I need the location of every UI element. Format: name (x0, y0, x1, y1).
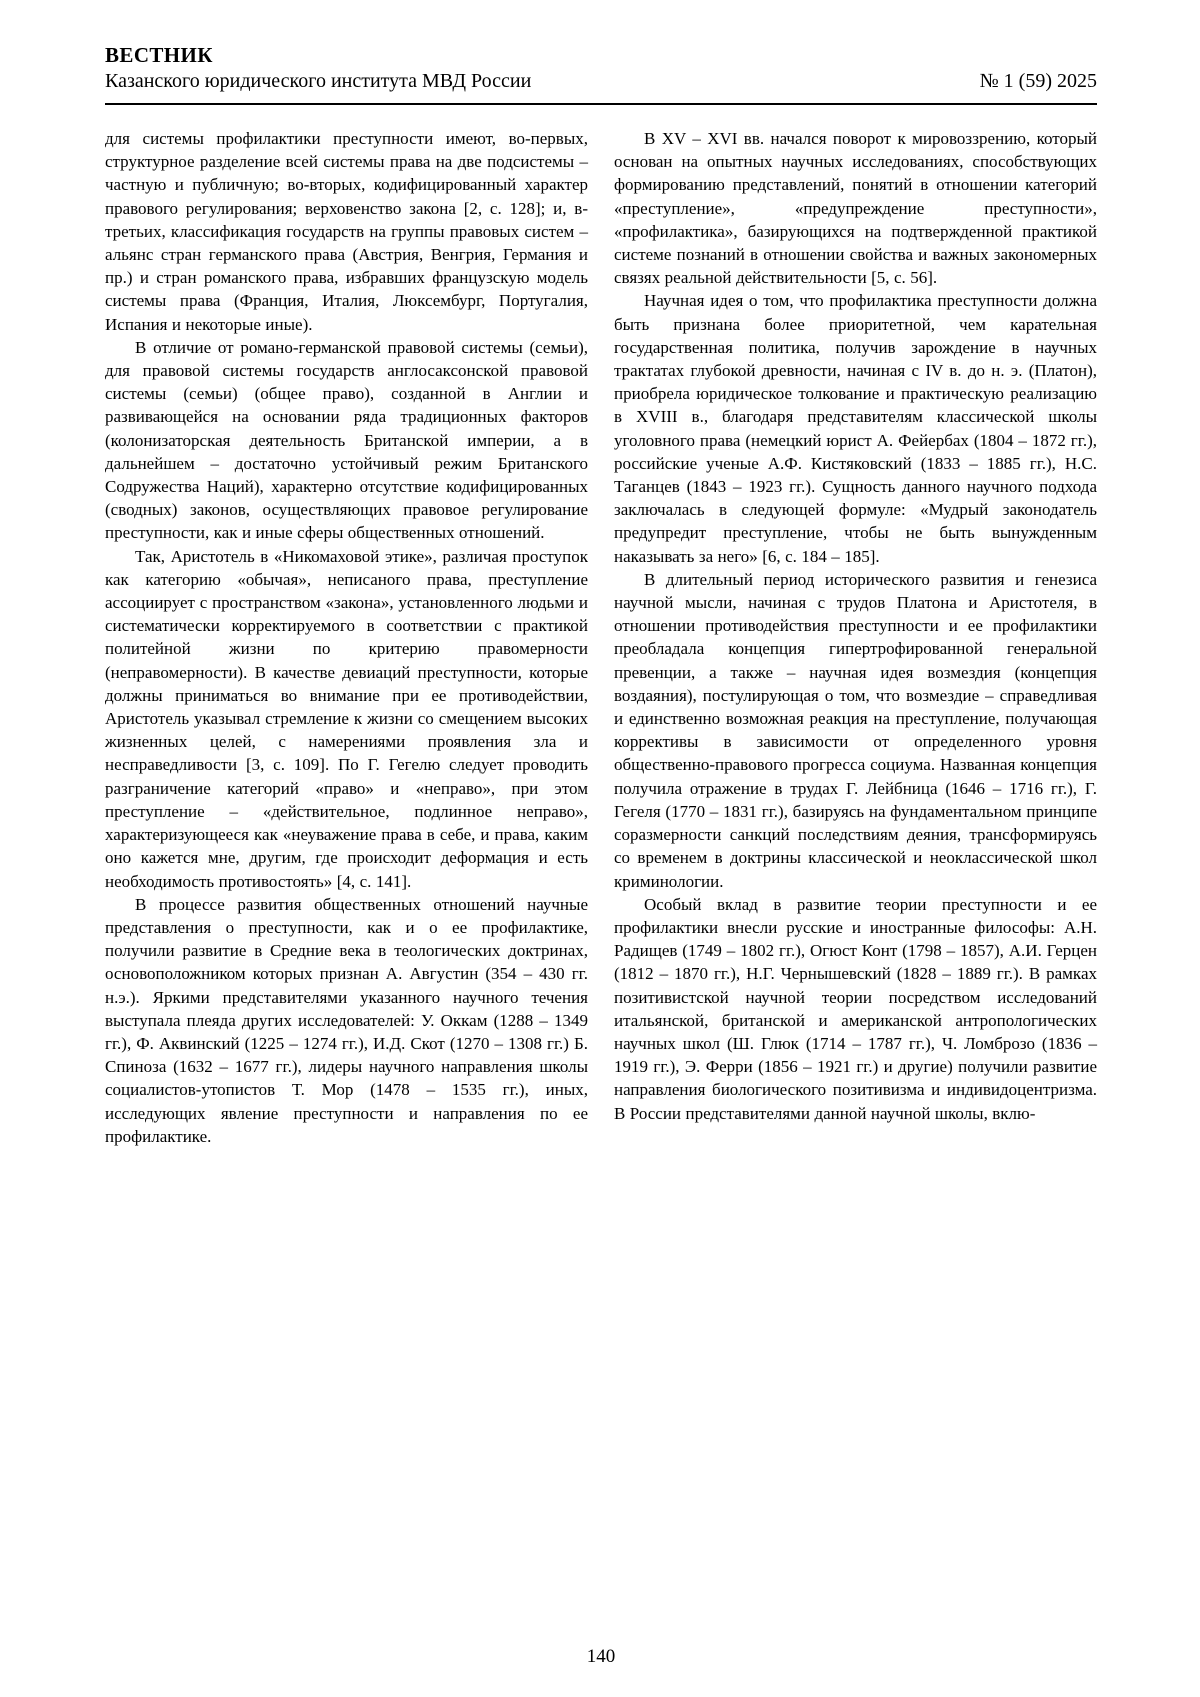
paragraph: В XV – XVI вв. начался поворот к мировоззрению, который основан на опытных научных исследованиях, способствующих формированию представлений, понятий в отношении категорий «преступление», «предупреждение преступности», «профилактика», базирующихся на подтвержденной практикой системе познаний в отношении свойства и важных закономерных связях реальной действительности [5, с. 56]. (614, 129, 1097, 288)
journal-title-block (105, 42, 531, 94)
header-row (105, 42, 1097, 94)
article-body (105, 127, 1097, 1148)
journal-name: ВЕСТНИК (105, 43, 213, 67)
header-rule (105, 103, 1097, 105)
paragraph: Так, Аристотель в «Никомаховой этике», различая проступок как категорию «обычая», неписаного права, преступление ассоциирует с пространством «закона», установленного людьми и систематически корректируемого в соответствии с практикой политейной жизни по критерию правомерности (неправомерности). В качестве девиаций преступности, которые должны приниматься во внимание при ее противодействии, Аристотель указывал стремление к жизни со смещением высоких жизненных целей, с намерениями проявления зла и несправедливости [3, с. 109]. По Г. Гегелю следует проводить разграничение категорий «право» и «неправо», при этом преступление – «действительное, подлинное неправо», характеризующееся как «неуважение права в себе, и права, каким оно кажется мне, другим, где происходит деформация и есть необходимость противостоять» [4, с. 141]. (105, 546, 588, 891)
left-column (105, 127, 588, 1148)
paragraph: В длительный период исторического развития и генезиса научной мысли, начиная с трудов Платона и Аристотеля, в отношении противодействия преступности и ее профилактики преобладала концепция гипертрофированной генеральной превенции, а также – научная идея возмездия (концепция воздаяния), постулирующая о том, что возмездие – справедливая и единственно возможная реакция на преступление, получающая коррективы в зависимости от определенного уровня общественно-правового прогресса социума. Названная концепция получила отражение в трудах Г. Лейбница (1646 – 1716 гг.), Г. Гегеля (1770 – 1831 гг.), базируясь на фундаментальном принципе соразмерности санкций последствиям деяния, трансформируясь со временем в доктрины классической и неоклассической школ криминологии. (614, 569, 1097, 891)
page-footer (105, 1645, 1097, 1669)
right-column (614, 127, 1097, 1148)
journal-subtitle: Казанского юридического института МВД России (105, 70, 532, 92)
page-header (105, 42, 1097, 105)
page-number: 140 (586, 1646, 616, 1667)
issue-number: № 1 (59) 2025 (979, 70, 1097, 92)
paragraph: для системы профилактики преступности имеют, во-первых, структурное разделение всей системы права на две подсистемы – частную и публичную; во-вторых, кодифицированный характер правового регулирования; верховенство закона [2, с. 128]; и, в-третьих, классификация государств на группы правовых систем – альянс стран германского права (Австрия, Венгрия, Германия и пр.) и стран романского права, избравших французскую модель системы права (Франция, Италия, Люксембург, Португалия, Испания и некоторые иные). (105, 129, 588, 334)
paragraph: Особый вклад в развитие теории преступности и ее профилактики внесли русские и иностранные философы: А.Н. Радищев (1749 – 1802 гг.), Огюст Конт (1798 – 1857), А.И. Герцен (1812 – 1870 гг.), Н.Г. Чернышевский (1828 – 1889 гг.). В рамках позитивистской научной теории посредством исследований итальянской, британской и американской антропологических научных школ (Ш. Глюк (1714 – 1787 гг.), Ч. Ломброзо (1836 – 1919 гг.), Э. Ферри (1856 – 1921 гг.) и другие) получили развитие направления биологического позитивизма и индивидоцентризма. В России представителями данной научной школы, вклю- (614, 894, 1097, 1123)
paragraph: В отличие от романо-германской правовой системы (семьи), для правовой системы государств англосаксонской правовой системы (семьи) (общее право), созданной в Англии и развивающейся на основании ряда традиционных факторов (колонизаторская деятельность Британской империи, а в дальнейшем – достаточно устойчивый режим Британского Содружества Наций), характерно отсутствие кодифицированных (сводных) законов, осуществляющих правовое регулирование преступности, как и иные сферы общественных отношений. (105, 337, 588, 543)
paragraph: В процессе развития общественных отношений научные представления о преступности, как и о ее профилактике, получили развитие в Средние века в теологических доктринах, основоположником которых признан А. Августин (354 – 430 гг. н.э.). Яркими представителями указанного научного течения выступала плеяда других исследователей: У. Оккам (1288 – 1349 гг.), Ф. Аквинский (1225 – 1274 гг.), И.Д. Скот (1270 – 1308 гг.) Б. Спиноза (1632 – 1677 гг.), лидеры научного направления школы социалистов-утопистов Т. Мор (1478 – 1535 гг.), иных, исследующих явление преступности и направления по ее профилактике. (105, 894, 588, 1146)
paragraph: Научная идея о том, что профилактика преступности должна быть признана более приоритетной, чем карательная государственная политика, получив зарождение в научных трактатах глубокой древности, начиная с IV в. до н. э. (Платон), приобрела юридическое толкование и практическую реализацию в XVIII в., благодаря представителям классической школы уголовного права (немецкий юрист А. Фейербах (1804 – 1872 гг.), российские ученые А.Ф. Кистяковский (1833 – 1885 гг.), Н.С. Таганцев (1843 – 1923 гг.). Сущность данного научного подхода заключалась в следующей формуле: «Мудрый законодатель предупредит преступление, чтобы не быть вынужденным наказывать за него» [6, с. 184 – 185]. (614, 291, 1097, 566)
